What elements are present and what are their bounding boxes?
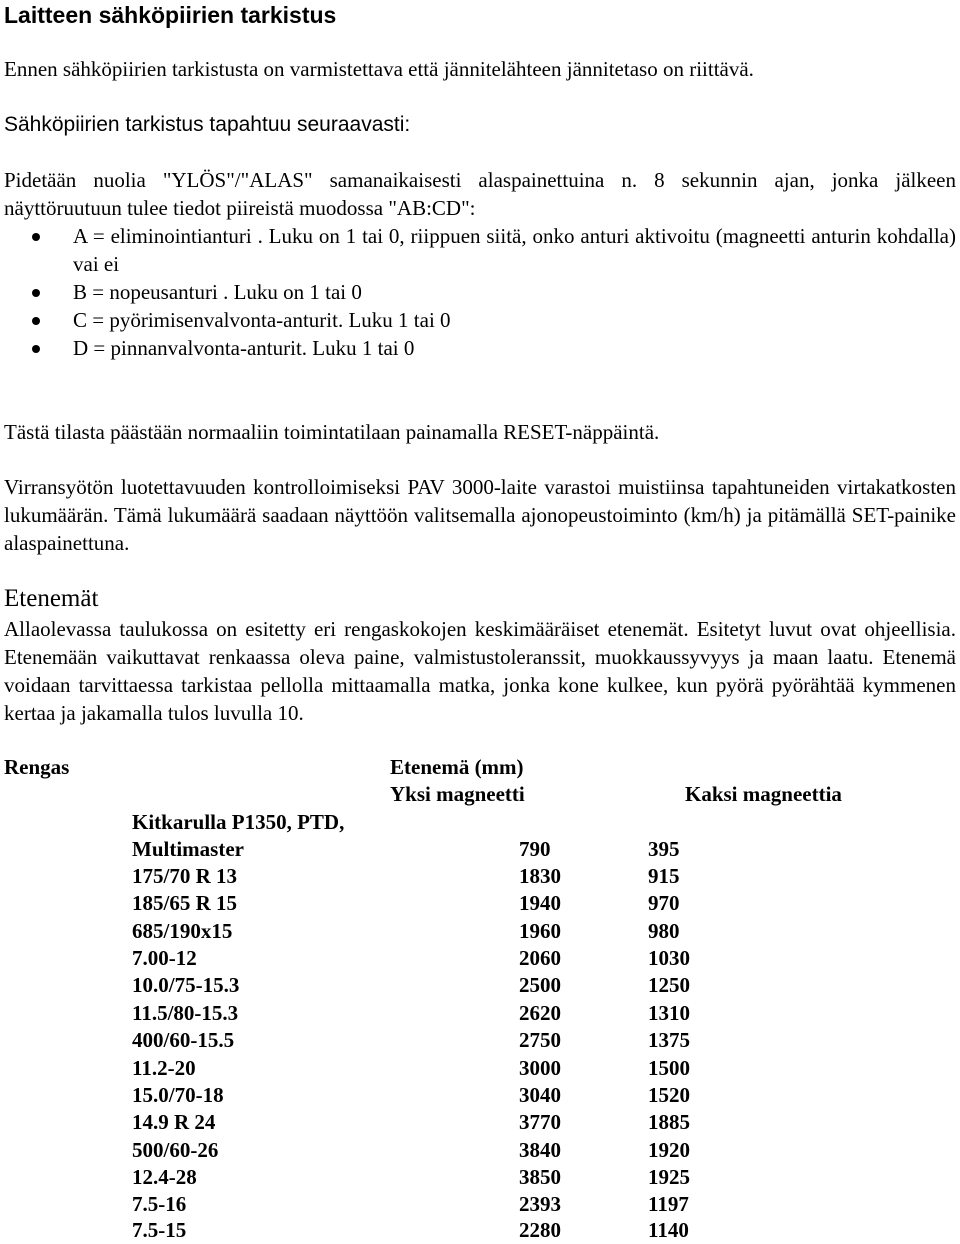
column-header-two-magnets: Kaksi magneettia: [685, 782, 842, 806]
tire-size: 7.5-16: [132, 1192, 187, 1216]
distance-one-magnet: 2500: [519, 973, 561, 997]
tire-size: 175/70 R 13: [132, 864, 237, 888]
column-header-distance: Etenemä (mm): [390, 755, 524, 779]
intro-paragraph: Ennen sähköpiirien tarkistusta on varmistettava että jännitelähteen jännitetaso on riittävä.: [4, 57, 754, 81]
table-row: [132, 889, 832, 916]
tire-size: 11.5/80-15.3: [132, 1001, 239, 1025]
bullet-icon: [32, 233, 40, 241]
table-row: [132, 917, 832, 944]
table-row: [132, 835, 832, 862]
distance-one-magnet: 3850: [519, 1165, 561, 1189]
distance-two-magnets: 1310: [648, 1001, 690, 1025]
tire-size: Multimaster: [132, 837, 244, 861]
tire-size: 12.4-28: [132, 1165, 197, 1189]
power-paragraph: Virransyötön luotettavuuden kontrolloimiseksi PAV 3000-laite varastoi muistiinsa tapahtuneiden virtakatkosten lukumäärän. Tämä lukumäärä saadaan näyttöön valitsemalla ajonopeustoiminto (km/h) ja pitämällä SET-painike alaspainettuna.: [4, 475, 956, 555]
distance-one-magnet: 2060: [519, 946, 561, 970]
distance-one-magnet: 3770: [519, 1110, 561, 1134]
tire-size: 11.2-20: [132, 1056, 196, 1080]
table-row: [132, 944, 832, 971]
tire-size: 7.00-12: [132, 946, 197, 970]
table-row: [132, 1026, 832, 1053]
list-item-text: C = pyörimisenvalvonta-anturit. Luku 1 tai 0: [73, 308, 451, 332]
distance-two-magnets: 1250: [648, 973, 690, 997]
distance-one-magnet: 3000: [519, 1056, 561, 1080]
list-item: [4, 278, 956, 306]
tire-size: 15.0/70-18: [132, 1083, 224, 1107]
table-row: [132, 1163, 832, 1190]
distance-two-magnets: 1500: [648, 1056, 690, 1080]
section-heading: Etenemät: [4, 585, 99, 612]
column-header-one-magnet: Yksi magneetti: [390, 782, 525, 806]
distance-two-magnets: 1520: [648, 1083, 690, 1107]
table-row: [132, 1081, 832, 1108]
table-row: [132, 999, 832, 1026]
list-item: [4, 222, 956, 278]
procedure-heading: Sähköpiirien tarkistus tapahtuu seuraavasti:: [4, 113, 411, 136]
table-row: [132, 1190, 832, 1217]
tire-size: 10.0/75-15.3: [132, 973, 240, 997]
table-row: [132, 862, 832, 889]
distance-one-magnet: 3840: [519, 1138, 561, 1162]
list-item: [4, 334, 956, 362]
distance-one-magnet: 2280: [519, 1218, 561, 1242]
distance-two-magnets: 1925: [648, 1165, 690, 1189]
distance-two-magnets: 970: [648, 891, 680, 915]
distance-one-magnet: 1830: [519, 864, 561, 888]
distance-one-magnet: 2393: [519, 1192, 561, 1216]
tire-size: 685/190x15: [132, 919, 233, 943]
bullet-icon: [32, 345, 40, 353]
distance-one-magnet: 1960: [519, 919, 561, 943]
distance-two-magnets: 395: [648, 837, 680, 861]
distance-one-magnet: 2620: [519, 1001, 561, 1025]
tire-size: 185/65 R 15: [132, 891, 237, 915]
distance-two-magnets: 980: [648, 919, 680, 943]
table-row: [132, 971, 832, 998]
distance-two-magnets: 1140: [648, 1218, 689, 1242]
bullet-icon: [32, 289, 40, 297]
tire-size: 400/60-15.5: [132, 1028, 235, 1052]
bullet-icon: [32, 317, 40, 325]
distance-one-magnet: 1940: [519, 891, 561, 915]
list-item-text: A = eliminointianturi . Luku on 1 tai 0, riippuen siitä, onko anturi aktivoitu (magneetti anturin kohdalla) vai ei: [73, 224, 956, 276]
procedure-paragraph: Pidetään nuolia "YLÖS"/"ALAS" samanaikaisesti alaspainettuina n. 8 sekunnin ajan, jonka jälkeen näyttöruutuun tulee tiedot piireistä muodossa "AB:CD":: [4, 168, 956, 220]
section-paragraph: Allaolevassa taulukossa on esitetty eri rengaskokojen keskimääräiset etenemät. Esitetyt luvut ovat ohjeellisia. Etenemään vaikuttavat renkaassa oleva paine, valmistustoleranssit, muokkaussyvyys ja maan laatu. Etenemä voidaan tarvittaessa tarkistaa pellolla mittaamalla matka, jonka kone kulkee, kun pyörä pyörähtää kymmenen kertaa ja jakamalla tulos luvulla 10.: [4, 617, 956, 725]
list-item: [4, 306, 956, 334]
column-header-tire: Rengas: [4, 755, 70, 779]
reset-paragraph: Tästä tilasta päästään normaaliin toimintatilaan painamalla RESET-näppäintä.: [4, 420, 660, 444]
distance-one-magnet: 790: [519, 837, 551, 861]
distance-two-magnets: 1375: [648, 1028, 690, 1052]
page-title: Laitteen sähköpiirien tarkistus: [4, 2, 337, 28]
list-item-text: D = pinnanvalvonta-anturit. Luku 1 tai 0: [73, 336, 415, 360]
table-group-label: Kitkarulla P1350, PTD,: [132, 810, 345, 834]
distance-two-magnets: 915: [648, 864, 680, 888]
table-row: [132, 1216, 832, 1243]
distance-two-magnets: 1885: [648, 1110, 690, 1134]
distance-two-magnets: 1920: [648, 1138, 690, 1162]
tire-size: 14.9 R 24: [132, 1110, 216, 1134]
table-row: [132, 1136, 832, 1163]
list-item-text: B = nopeusanturi . Luku on 1 tai 0: [73, 280, 362, 304]
distance-one-magnet: 2750: [519, 1028, 561, 1052]
table-row: [132, 1108, 832, 1135]
table-row: [132, 1054, 832, 1081]
distance-one-magnet: 3040: [519, 1083, 561, 1107]
tire-size: 500/60-26: [132, 1138, 219, 1162]
distance-two-magnets: 1030: [648, 946, 690, 970]
status-code-list: [4, 222, 956, 362]
distance-two-magnets: 1197: [648, 1192, 689, 1216]
tire-size: 7.5-15: [132, 1218, 187, 1242]
